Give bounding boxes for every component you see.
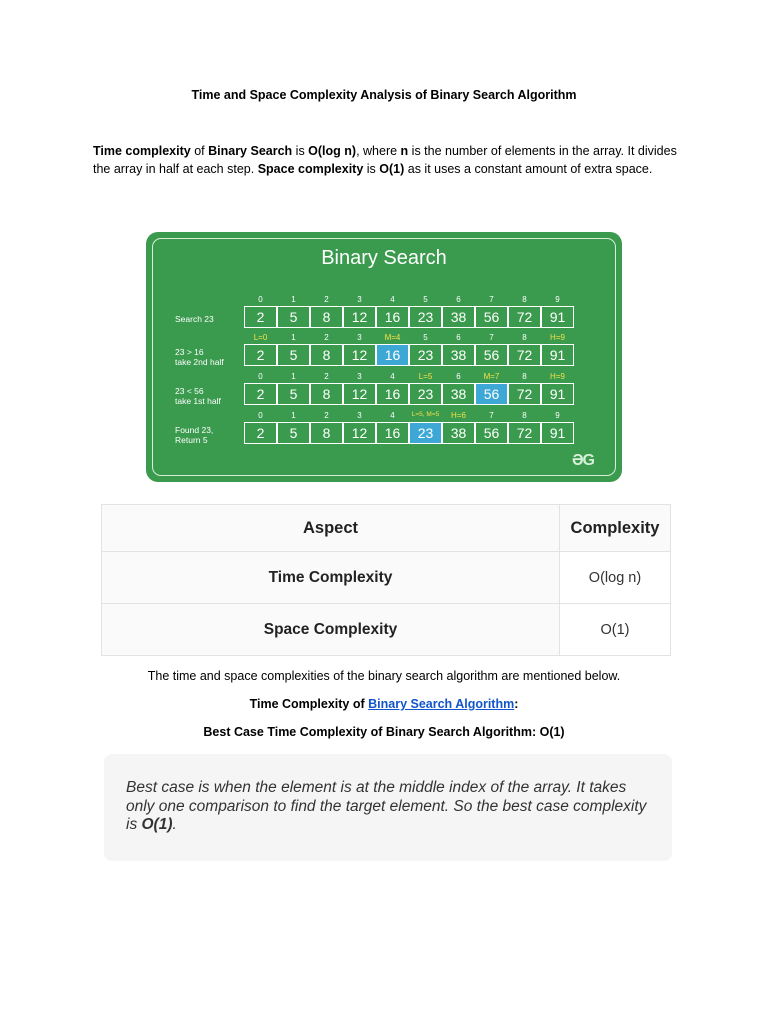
index-label: H=9	[550, 333, 565, 342]
index-label: 5	[423, 295, 428, 304]
row-label-line: 23 < 56	[175, 386, 204, 396]
array-cell: 2	[244, 422, 277, 444]
complexity-table	[101, 504, 671, 656]
array-cell: 16	[376, 422, 409, 444]
index-label: 7	[489, 295, 494, 304]
array-cell: 8	[310, 383, 343, 405]
array-cell: 2	[244, 383, 277, 405]
intro-text: of	[190, 144, 209, 158]
array-cell: 5	[277, 422, 310, 444]
index-label: 4	[390, 295, 395, 304]
array-cell: 8	[310, 422, 343, 444]
array-cell: 16	[376, 344, 409, 366]
intro-paragraph	[93, 142, 683, 178]
index-label: 3	[357, 372, 362, 381]
index-label: 6	[456, 372, 461, 381]
array-cell: 72	[508, 422, 541, 444]
figure-title: Binary Search	[321, 247, 447, 269]
intro-text: as it uses a constant amount of extra space.	[404, 162, 653, 176]
row-label-line: 23 > 16	[175, 347, 204, 357]
index-label: 7	[489, 411, 494, 420]
table-header: Aspect	[102, 505, 560, 552]
array-cell: 12	[343, 344, 376, 366]
index-label: 1	[291, 333, 296, 342]
intro-text: n	[400, 144, 409, 158]
index-label: 3	[357, 295, 362, 304]
gfg-logo: ƏG	[571, 452, 594, 469]
array-cell: 72	[508, 383, 541, 405]
index-label: 4	[390, 411, 395, 420]
quote-bold: O(1)	[141, 816, 173, 833]
array-cell: 72	[508, 344, 541, 366]
array-cell: 56	[475, 383, 508, 405]
intro-text: , where	[356, 144, 401, 158]
index-label: 0	[258, 411, 263, 420]
row-label-line: Search 23	[175, 314, 214, 324]
array-cell: 23	[409, 422, 442, 444]
table-cell-value: O(1)	[560, 604, 671, 656]
array-cell: 5	[277, 306, 310, 328]
intro-text: is	[292, 144, 309, 158]
array-cell: 91	[541, 383, 574, 405]
intro-text: Space complexity	[257, 162, 364, 176]
index-label: 1	[291, 411, 296, 420]
array-cell: 16	[376, 306, 409, 328]
array-cell: 38	[442, 344, 475, 366]
index-label: 6	[456, 333, 461, 342]
row-label-line: Found 23,	[175, 425, 214, 435]
table-header-row	[102, 505, 671, 552]
array-cell: 91	[541, 344, 574, 366]
array-cell: 23	[409, 306, 442, 328]
index-label: 2	[324, 411, 329, 420]
array-cell: 8	[310, 306, 343, 328]
index-label: 2	[324, 295, 329, 304]
array-cell: 23	[409, 383, 442, 405]
heading-text: Time Complexity of	[249, 697, 369, 711]
array-cell: 38	[442, 306, 475, 328]
index-label: 5	[423, 333, 428, 342]
array-cell: 8	[310, 344, 343, 366]
page-title: Time and Space Complexity Analysis of Binary Search Algorithm	[191, 88, 577, 102]
intro-text: is the number of elements in the array. It divides the array in half at each step.	[93, 144, 677, 176]
table-cell-value: O(log n)	[560, 552, 671, 604]
array-cell: 91	[541, 422, 574, 444]
row-label	[175, 314, 214, 324]
intro-text: is	[363, 162, 380, 176]
index-label: 7	[489, 333, 494, 342]
binary-search-figure	[146, 232, 622, 482]
table-row	[102, 552, 671, 604]
index-label: 8	[522, 411, 527, 420]
table-cell-aspect: Time Complexity	[102, 552, 560, 604]
array-cell: 23	[409, 344, 442, 366]
quote-text: Best case is when the element is at the middle index of the array. It takes only one comparison to find the target element. So the best case complexity is	[126, 779, 647, 833]
index-label: 2	[324, 372, 329, 381]
table-cell-aspect: Space Complexity	[102, 604, 560, 656]
index-label: 9	[555, 411, 560, 420]
complexities-intro-line: The time and space complexities of the binary search algorithm are mentioned below.	[147, 669, 621, 683]
intro-text: Binary Search	[208, 144, 293, 158]
index-label: 1	[291, 372, 296, 381]
index-label: 0	[258, 295, 263, 304]
index-label: 9	[555, 295, 560, 304]
binary-search-link[interactable]: Binary Search Algorithm	[368, 697, 515, 711]
index-label: 2	[324, 333, 329, 342]
index-label: 8	[522, 372, 527, 381]
array-cell: 2	[244, 306, 277, 328]
row-label	[175, 347, 224, 367]
array-cell: 38	[442, 422, 475, 444]
array-cell: 56	[475, 306, 508, 328]
time-complexity-heading	[0, 697, 768, 711]
array-cell: 16	[376, 383, 409, 405]
index-label: 8	[522, 333, 527, 342]
best-case-note	[104, 754, 672, 861]
table-header: Complexity	[560, 505, 671, 552]
index-label: 4	[390, 372, 395, 381]
array-cell: 38	[442, 383, 475, 405]
index-label: L=5, M=5	[411, 411, 440, 418]
row-label	[175, 425, 213, 445]
index-label: H=6	[451, 411, 466, 420]
intro-text: O(log n)	[308, 144, 357, 158]
array-cell: 12	[343, 306, 376, 328]
intro-text: O(1)	[379, 162, 405, 176]
row-label-line: take 1st half	[175, 396, 221, 406]
index-label: 8	[522, 295, 527, 304]
row-label-line: Return 5	[175, 435, 208, 445]
array-cell: 56	[475, 344, 508, 366]
array-cell: 91	[541, 306, 574, 328]
index-label: M=7	[483, 372, 500, 381]
index-label: 3	[357, 333, 362, 342]
index-label: L=5	[418, 372, 433, 381]
index-label: 3	[357, 411, 362, 420]
array-cell: 2	[244, 344, 277, 366]
table-row	[102, 604, 671, 656]
array-cell: 5	[277, 383, 310, 405]
row-label-line: take 2nd half	[175, 357, 224, 367]
index-label: 6	[456, 295, 461, 304]
heading-text: :	[514, 697, 519, 711]
index-label: 1	[291, 295, 296, 304]
array-cell: 72	[508, 306, 541, 328]
row-label	[175, 386, 221, 406]
index-label: 0	[258, 372, 263, 381]
index-label: L=0	[253, 333, 268, 342]
array-cell: 12	[343, 383, 376, 405]
best-case-text	[126, 779, 656, 835]
intro-text: Time complexity	[93, 144, 191, 158]
array-cell: 56	[475, 422, 508, 444]
index-label: H=9	[550, 372, 565, 381]
quote-text: .	[172, 816, 177, 833]
array-cell: 12	[343, 422, 376, 444]
array-cell: 5	[277, 344, 310, 366]
index-label: M=4	[384, 333, 401, 342]
best-case-heading: Best Case Time Complexity of Binary Search Algorithm: O(1)	[203, 725, 565, 739]
